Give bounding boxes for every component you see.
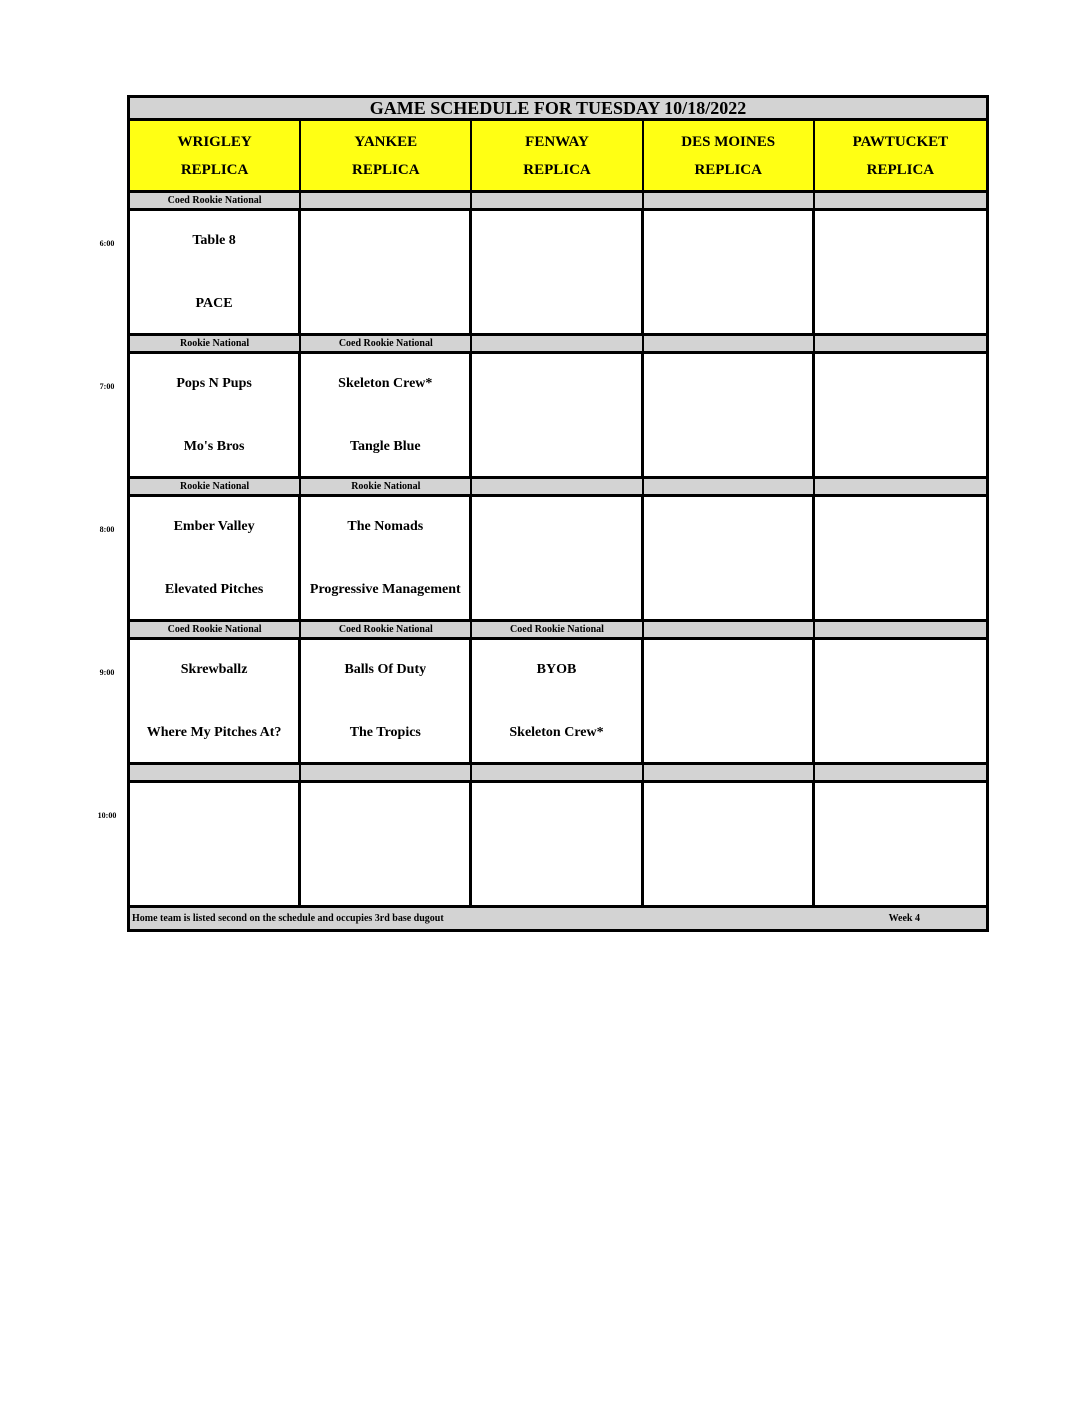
division-label: [644, 193, 815, 208]
game-cell: [472, 640, 643, 762]
game-cell: [644, 354, 815, 476]
game-cell: [472, 497, 643, 619]
game-cell: [815, 497, 986, 619]
division-label: [644, 765, 815, 780]
game-cell: [301, 497, 472, 619]
game-row: [127, 354, 989, 479]
away-team: BYOB: [536, 662, 577, 677]
division-label: [815, 479, 986, 494]
game-cell: [301, 640, 472, 762]
home-team: Skeleton Crew*: [509, 725, 604, 740]
division-label: [644, 622, 815, 637]
game-cell: [815, 640, 986, 762]
game-cell: [815, 354, 986, 476]
time-label: 6:00: [99, 239, 115, 248]
away-team: Balls Of Duty: [344, 662, 427, 677]
division-label: Rookie National: [301, 479, 472, 494]
venue-name: YANKEE: [354, 133, 418, 150]
division-label: [644, 336, 815, 351]
venue-header: [301, 121, 472, 193]
game-cell: [472, 211, 643, 333]
time-slot-block: [99, 622, 989, 765]
away-team: Ember Valley: [173, 519, 255, 534]
division-label: [472, 479, 643, 494]
venue-name: FENWAY: [525, 133, 589, 150]
division-label: [815, 336, 986, 351]
division-label: [644, 479, 815, 494]
game-cell: [301, 211, 472, 333]
division-row: [127, 765, 989, 783]
home-team: Elevated Pitches: [164, 582, 264, 597]
game-cell: [815, 211, 986, 333]
division-label: Coed Rookie National: [130, 193, 301, 208]
home-team: The Tropics: [349, 725, 421, 740]
time-label: 10:00: [97, 811, 117, 820]
division-label: Coed Rookie National: [130, 622, 301, 637]
game-row: [127, 211, 989, 336]
time-label: 8:00: [99, 525, 115, 534]
home-team: Where My Pitches At?: [146, 725, 282, 740]
game-cell: [644, 497, 815, 619]
time-label: 7:00: [99, 382, 115, 391]
game-cell: [472, 354, 643, 476]
division-label: [472, 193, 643, 208]
venue-sub: REPLICA: [523, 161, 591, 178]
division-label: [815, 193, 986, 208]
game-cell: [644, 783, 815, 905]
home-team: PACE: [195, 296, 233, 311]
home-team: Mo's Bros: [183, 439, 245, 454]
venue-name: DES MOINES: [681, 133, 776, 150]
time-slots: [97, 193, 989, 908]
time-slot-block: [99, 336, 989, 479]
venue-header-row: [127, 121, 989, 193]
venue-header: [472, 121, 643, 193]
game-cell: [815, 783, 986, 905]
division-row: [127, 193, 989, 211]
venue-header: [644, 121, 815, 193]
venue-sub: REPLICA: [352, 161, 420, 178]
venue-sub: REPLICA: [694, 161, 762, 178]
home-team: Progressive Management: [309, 582, 461, 597]
game-cell: [301, 354, 472, 476]
division-label: [301, 193, 472, 208]
game-cell: [644, 640, 815, 762]
venue-header: [815, 121, 986, 193]
away-team: Skeleton Crew*: [338, 376, 433, 391]
home-team: Tangle Blue: [349, 439, 421, 454]
time-label: 9:00: [99, 668, 115, 677]
division-label: [130, 765, 301, 780]
division-label: [301, 765, 472, 780]
division-label: Rookie National: [130, 336, 301, 351]
venue-header: [130, 121, 301, 193]
away-team: Table 8: [192, 233, 236, 248]
schedule-footer: [127, 908, 989, 932]
division-label: Coed Rookie National: [301, 336, 472, 351]
division-label: [815, 622, 986, 637]
division-label: Rookie National: [130, 479, 301, 494]
division-label: Coed Rookie National: [472, 622, 643, 637]
game-cell: [644, 211, 815, 333]
division-label: Coed Rookie National: [301, 622, 472, 637]
venue-name: PAWTUCKET: [852, 133, 949, 150]
home-team-note: Home team is listed second on the schedule and occupies 3rd base dugout: [132, 913, 444, 924]
division-label: [815, 765, 986, 780]
venue-name: WRIGLEY: [177, 133, 252, 150]
game-cell: [130, 354, 301, 476]
away-team: Pops N Pups: [176, 376, 252, 391]
venue-sub: REPLICA: [866, 161, 935, 178]
game-row: [127, 783, 989, 908]
game-cell: [130, 497, 301, 619]
schedule-sheet: [97, 95, 989, 932]
venue-sub: REPLICA: [180, 161, 249, 178]
division-label: [472, 336, 643, 351]
game-row: [127, 497, 989, 622]
division-row: [127, 336, 989, 354]
game-cell: [130, 640, 301, 762]
week-label: Week 4: [888, 913, 920, 924]
schedule-title: GAME SCHEDULE FOR TUESDAY 10/18/2022: [127, 95, 989, 121]
division-label: [472, 765, 643, 780]
game-cell: [472, 783, 643, 905]
game-cell: [130, 211, 301, 333]
time-slot-block: [99, 193, 989, 336]
away-team: Skrewballz: [180, 662, 248, 677]
time-slot-block: [97, 765, 989, 908]
division-row: [127, 622, 989, 640]
time-slot-block: [99, 479, 989, 622]
game-row: [127, 640, 989, 765]
division-row: [127, 479, 989, 497]
game-cell: [130, 783, 301, 905]
game-cell: [301, 783, 472, 905]
away-team: The Nomads: [347, 519, 424, 534]
